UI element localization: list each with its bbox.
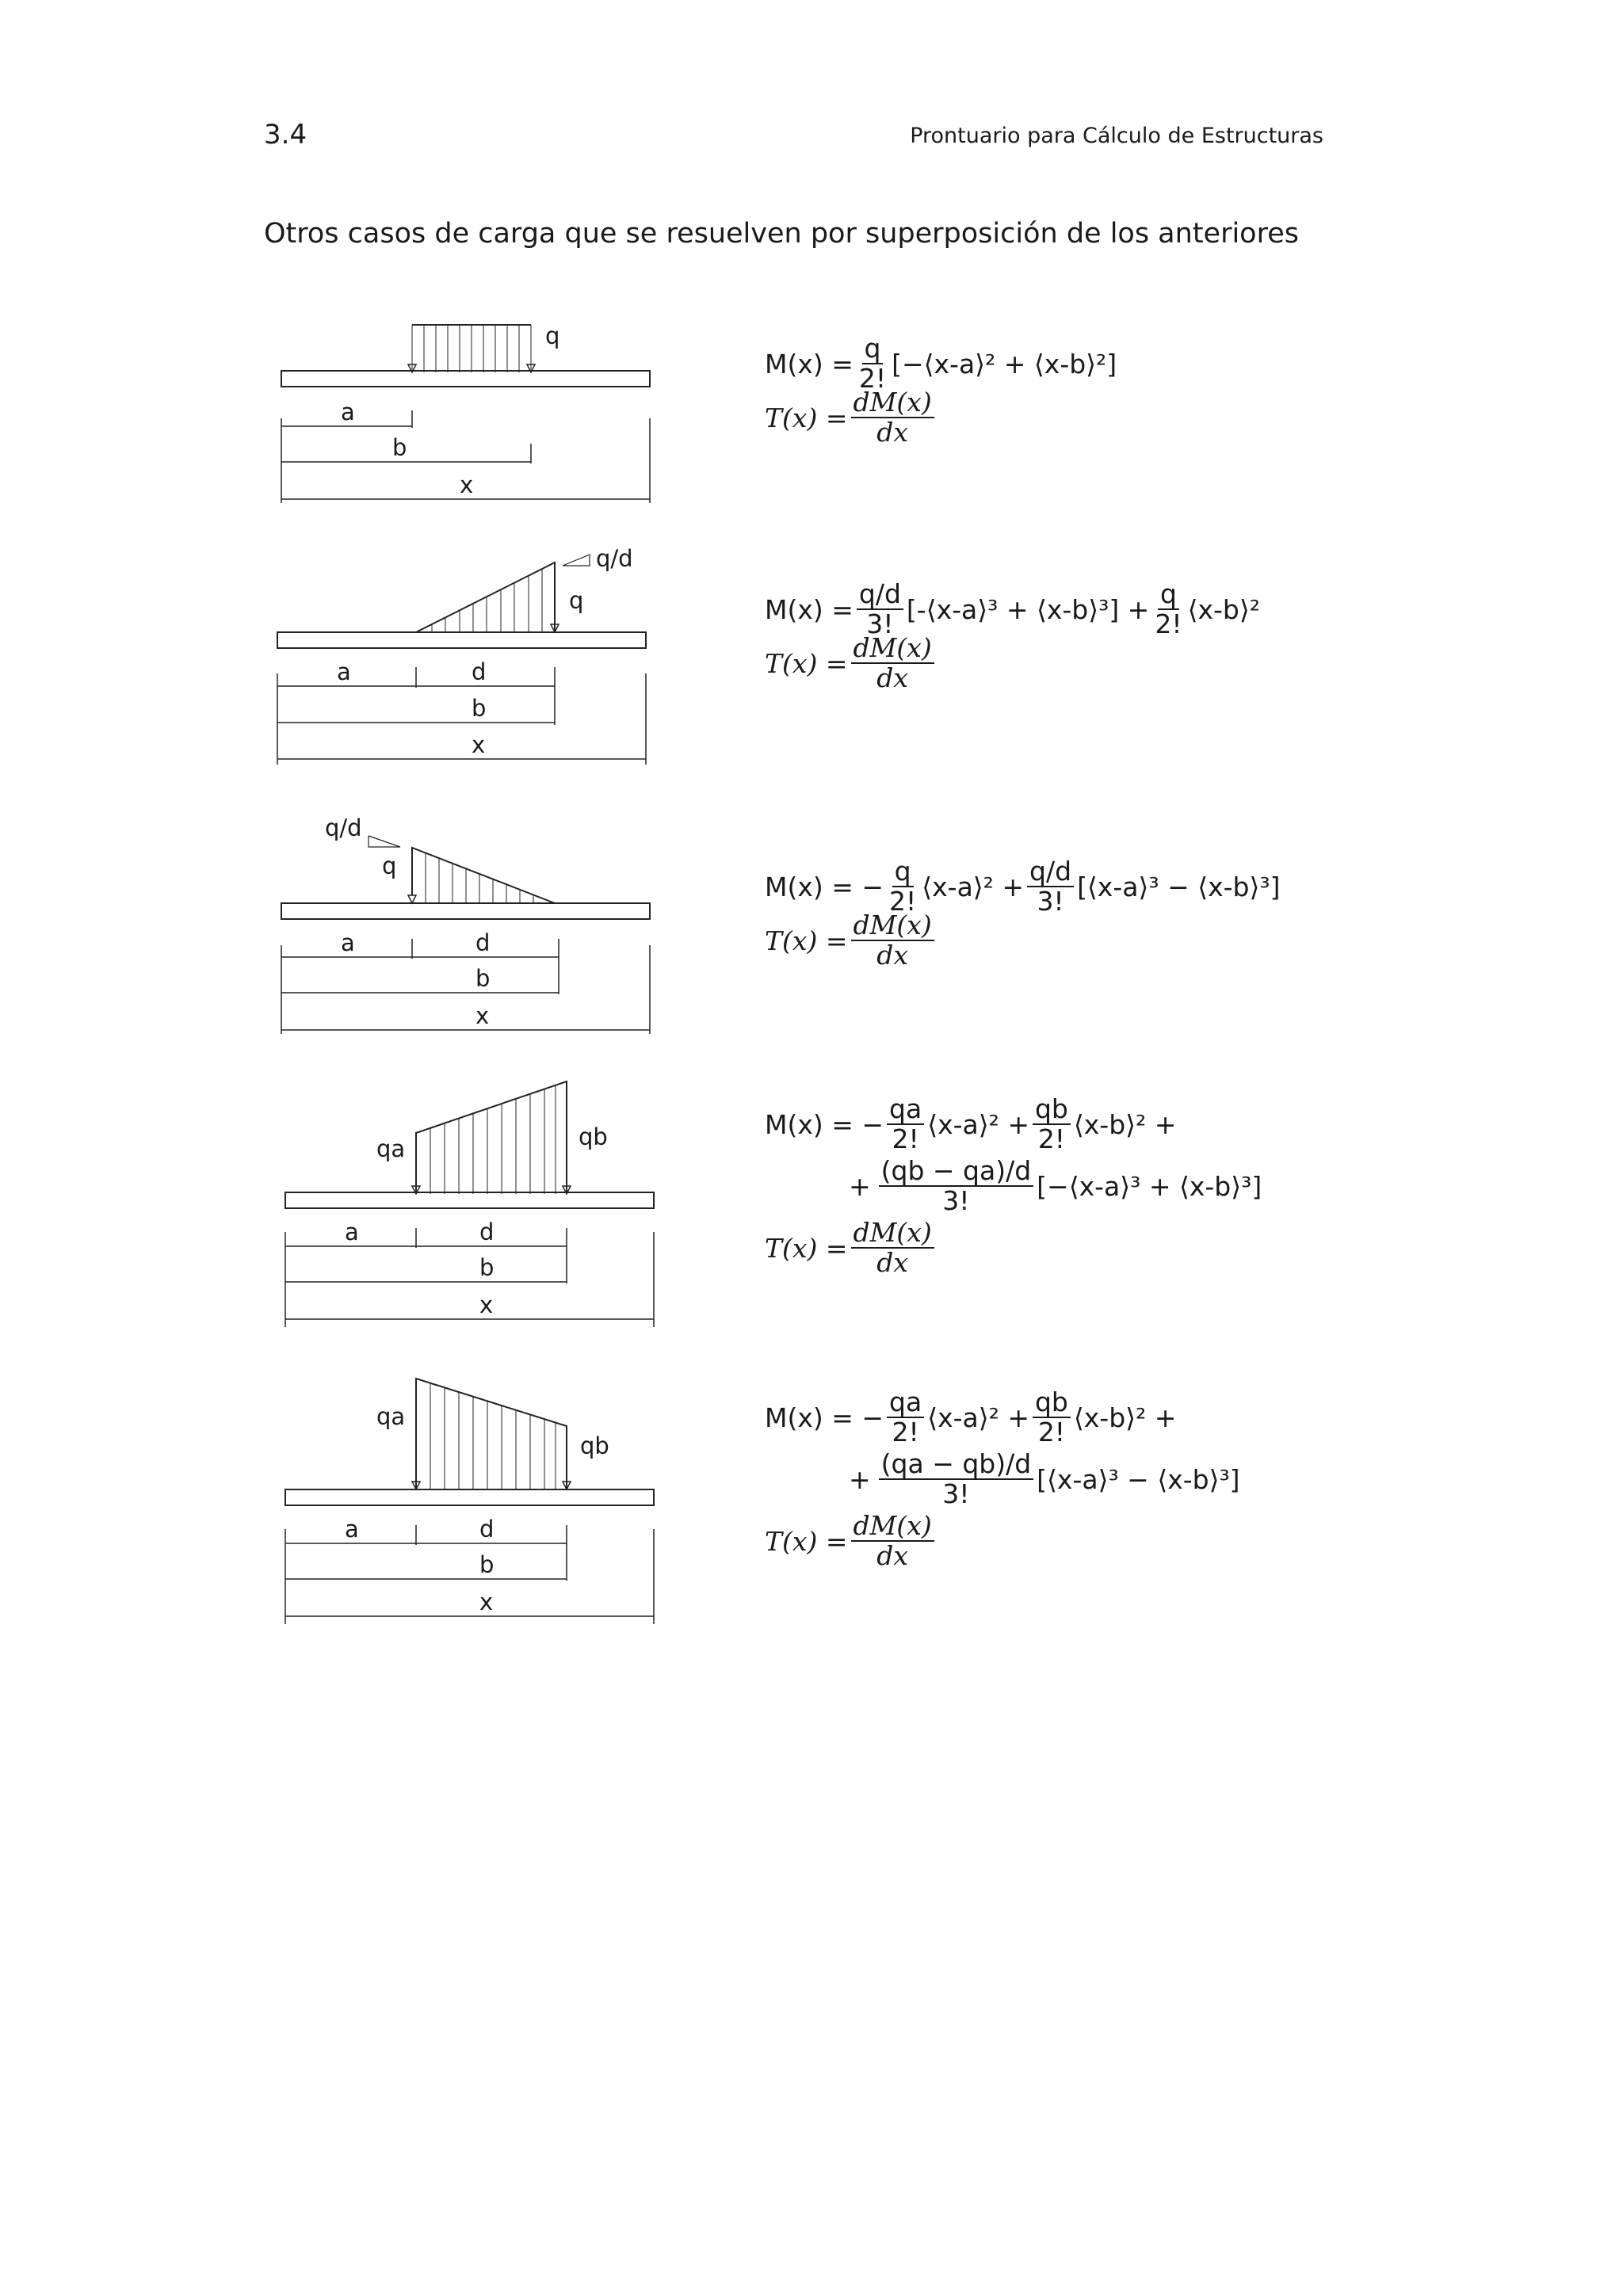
load-hatch (412, 325, 531, 372)
label-a: a (341, 929, 355, 956)
formula-case-1 (765, 332, 1117, 448)
moment-equation-line2: + $\frac{(qa - qb)/d}{3!}$ [⟨x-a⟩³ − ⟨x-b⟩³] (849, 1447, 1240, 1509)
label-x: x (479, 1589, 494, 1615)
arrow (408, 895, 416, 903)
label-d: d (472, 658, 487, 685)
shear-equation: T(x) = $\frac{dM(x)}{dx}$ (765, 636, 1260, 690)
label-x: x (475, 1002, 490, 1029)
label-q-over-d: q/d (325, 814, 362, 841)
label-b: b (472, 695, 487, 722)
label-x: x (479, 1291, 494, 1318)
label-a: a (345, 1516, 359, 1543)
moment-equation: M(x) = $\frac{q}{2!}$ [−⟨x-a⟩² + ⟨x-b⟩²] (765, 332, 1117, 394)
beam (281, 371, 650, 387)
beam-diagram-4 (262, 1074, 682, 1335)
slope-indicator (369, 836, 400, 847)
label-q: q (545, 322, 560, 349)
load-hatch (432, 569, 542, 632)
moment-equation: M(x) = $\frac{q/d}{3!}$ [-⟨x-a⟩³ + ⟨x-b⟩³] + $\frac{q}{2!}$ ⟨x-b⟩² (765, 578, 1260, 639)
running-header: Prontuario para Cálculo de Estructuras (910, 124, 1323, 148)
label-x: x (460, 471, 474, 498)
moment-equation-line1: M(x) = − $\frac{qa}{2!}$ ⟨x-a⟩² + $\frac{qb}{2!}$ ⟨x-b⟩² + (765, 1093, 1177, 1154)
shear-equation: T(x) = $\frac{dM(x)}{dx}$ (765, 1221, 1262, 1275)
load-hatch (426, 853, 533, 903)
formula-case-2 (765, 578, 1260, 693)
label-a: a (337, 658, 351, 685)
label-d: d (479, 1516, 495, 1543)
shear-equation: T(x) = $\frac{dM(x)}{dx}$ (765, 913, 1280, 967)
label-x: x (472, 731, 486, 758)
formula-case-3 (765, 855, 1281, 971)
formula-case-4 (765, 1093, 1262, 1278)
beam (277, 632, 646, 648)
moment-equation-line2: + $\frac{(qb - qa)/d}{3!}$ [−⟨x-a⟩³ + ⟨x-b⟩³] (849, 1154, 1262, 1216)
label-b: b (479, 1551, 495, 1578)
load-hatch (430, 1383, 556, 1489)
slope-indicator (563, 555, 590, 566)
load-hatch (430, 1085, 556, 1194)
label-qb: qb (580, 1432, 609, 1459)
moment-equation-line1: M(x) = − $\frac{qa}{2!}$ ⟨x-a⟩² + $\frac{qb}{2!}$ ⟨x-b⟩² + (765, 1386, 1177, 1447)
beam (285, 1192, 654, 1208)
label-d: d (475, 929, 491, 956)
label-d: d (479, 1219, 495, 1245)
label-qa: qa (376, 1135, 406, 1162)
formula-case-5 (765, 1386, 1240, 1571)
page-number: 3.4 (264, 119, 307, 151)
beam-diagram-1 (262, 309, 682, 515)
moment-equation: M(x) = − $\frac{q}{2!}$ ⟨x-a⟩² + $\frac{q/d}{3!}$ [⟨x-a⟩³ − ⟨x-b⟩³] (765, 855, 1281, 917)
label-q: q (382, 852, 397, 879)
beam-diagram-5 (262, 1371, 682, 1632)
label-a: a (341, 399, 355, 425)
intro-text: Otros casos de carga que se resuelven por superposición de los anteriores (264, 218, 1299, 250)
label-a: a (345, 1219, 359, 1245)
label-b: b (475, 965, 491, 992)
beam-diagram-2 (262, 547, 682, 769)
beam-diagram-3 (262, 812, 682, 1034)
beam (285, 1489, 654, 1505)
label-b: b (392, 434, 407, 461)
label-b: b (479, 1254, 495, 1281)
label-qa: qa (376, 1403, 406, 1430)
label-q: q (569, 587, 584, 614)
label-qb: qb (579, 1123, 608, 1150)
shear-equation: T(x) = $\frac{dM(x)}{dx}$ (765, 391, 1117, 444)
beam (281, 903, 650, 919)
shear-equation: T(x) = $\frac{dM(x)}{dx}$ (765, 1514, 1240, 1568)
label-q-over-d: q/d (596, 545, 633, 572)
